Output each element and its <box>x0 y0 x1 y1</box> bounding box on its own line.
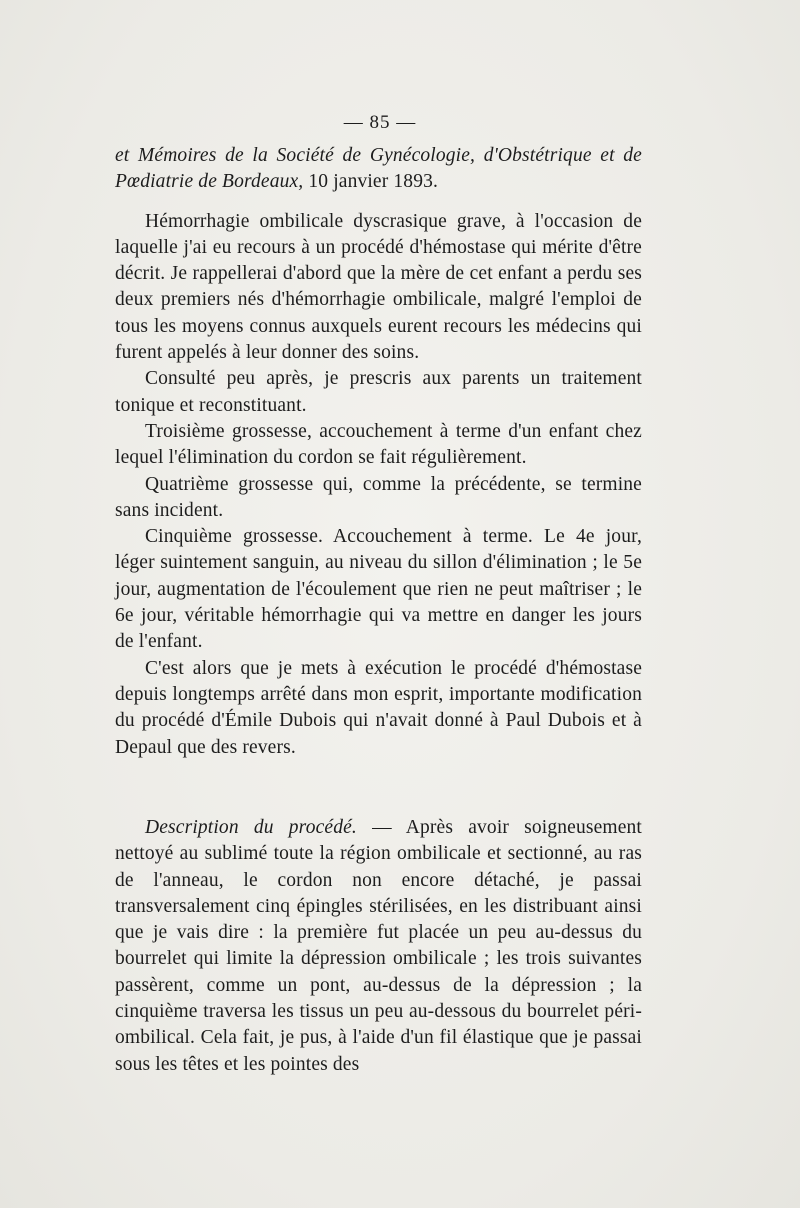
description-paragraph <box>115 815 642 1078</box>
description-body: — Après avoir soigneusement nettoyé au sublimé toute la région ombilicale et sectionné, au ras de l'anneau, le cordon non encore détaché, je passai transversalement cinq épingles stérilisées, en les distribuant ainsi que je vais dire : la première fut placée un peu au-dessus du bourrelet qui limite la dépression ombilicale ; les trois suivantes passèrent, comme un pont, au-dessus de la dépression ; la cinquième traversa les tissus un peu au-dessous du bourrelet péri-ombilical. Cela fait, je pus, à l'aide d'un fil élastique que je passai sous les têtes et les pointes des <box>115 817 642 1075</box>
page-number: — 85 — <box>343 112 417 133</box>
citation-date: 10 janvier 1893. <box>303 171 439 193</box>
paragraph-2: Consulté peu après, je prescris aux parents un traitement tonique et reconstituant. <box>115 368 642 416</box>
header-citation <box>115 143 642 196</box>
paragraph-4: Quatrième grossesse qui, comme la précédente, se termine sans incident. <box>115 473 642 521</box>
citation-journal-title: et Mémoires de la Société de Gynécologie, d'Obstétrique et de Pœdiatrie de Bordeaux, <box>115 145 642 193</box>
description-heading: Description du procédé. <box>145 817 357 838</box>
paragraph-1: Hémorrhagie ombilicale dyscrasique grave, à l'occasion de laquelle j'ai eu recours à un procédé d'hémostase qui mérite d'être décrit. Je rappellerai d'abord que la mère de cet enfant a perdu ses deux premiers nés d'hémorrhagie ombilicale, malgré l'emploi de tous les moyens connus auxquels eurent recours les médecins qui furent appelés à leur donner des soins. <box>115 210 642 364</box>
paragraph-3: Troisième grossesse, accouchement à terme d'un enfant chez lequel l'élimination du cordon se fait régulièrement. <box>115 420 642 469</box>
main-text-block <box>115 143 642 761</box>
description-block <box>115 815 642 1078</box>
paragraph-5: Cinquième grossesse. Accouchement à terme. Le 4e jour, léger suintement sanguin, au niveau du sillon d'élimination ; le 5e jour, augmentation de l'écoulement que rien ne peut maîtriser ; le 6e jour, véritable hémorrhagie qui va mettre en danger les jours de l'enfant. <box>115 526 642 653</box>
paragraph-6: C'est alors que je mets à exécution le procédé d'hémostase depuis longtemps arrêté dans mon esprit, importante modification du procédé d'Émile Dubois qui n'avait donné à Paul Dubois et à Depaul que des revers. <box>115 657 642 758</box>
